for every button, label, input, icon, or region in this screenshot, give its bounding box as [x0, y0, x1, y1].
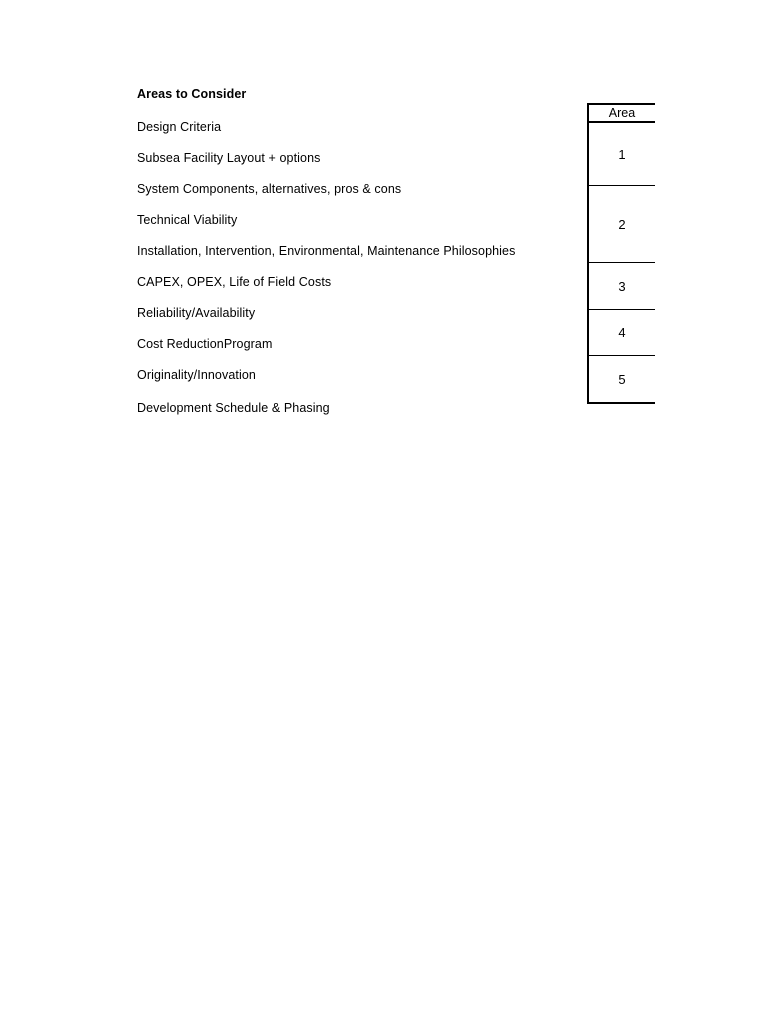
- list-item-development-schedule: Development Schedule & Phasing: [137, 401, 330, 415]
- area-row-2: 2: [589, 186, 655, 263]
- area-table: [587, 103, 655, 404]
- list-item-technical-viability: Technical Viability: [137, 213, 238, 227]
- list-item-design-criteria: Design Criteria: [137, 120, 222, 134]
- area-row-4: 4: [589, 310, 655, 356]
- list-item-capex-opex: CAPEX, OPEX, Life of Field Costs: [137, 275, 332, 289]
- list-item-cost-reduction: Cost ReductionProgram: [137, 337, 273, 351]
- list-item-originality: Originality/Innovation: [137, 368, 256, 382]
- section-heading: Areas to Consider: [137, 87, 247, 101]
- area-row-5: 5: [618, 371, 626, 387]
- area-row-1: 1: [589, 123, 655, 186]
- list-item-installation-philosophies: Installation, Intervention, Environmental, Maintenance Philosophies: [137, 244, 516, 258]
- area-table-header: Area: [589, 105, 655, 123]
- list-item-reliability: Reliability/Availability: [137, 306, 256, 320]
- area-row-3: 3: [589, 263, 655, 310]
- list-item-system-components: System Components, alternatives, pros & cons: [137, 182, 402, 196]
- list-item-subsea-facility-layout: Subsea Facility Layout + options: [137, 151, 321, 165]
